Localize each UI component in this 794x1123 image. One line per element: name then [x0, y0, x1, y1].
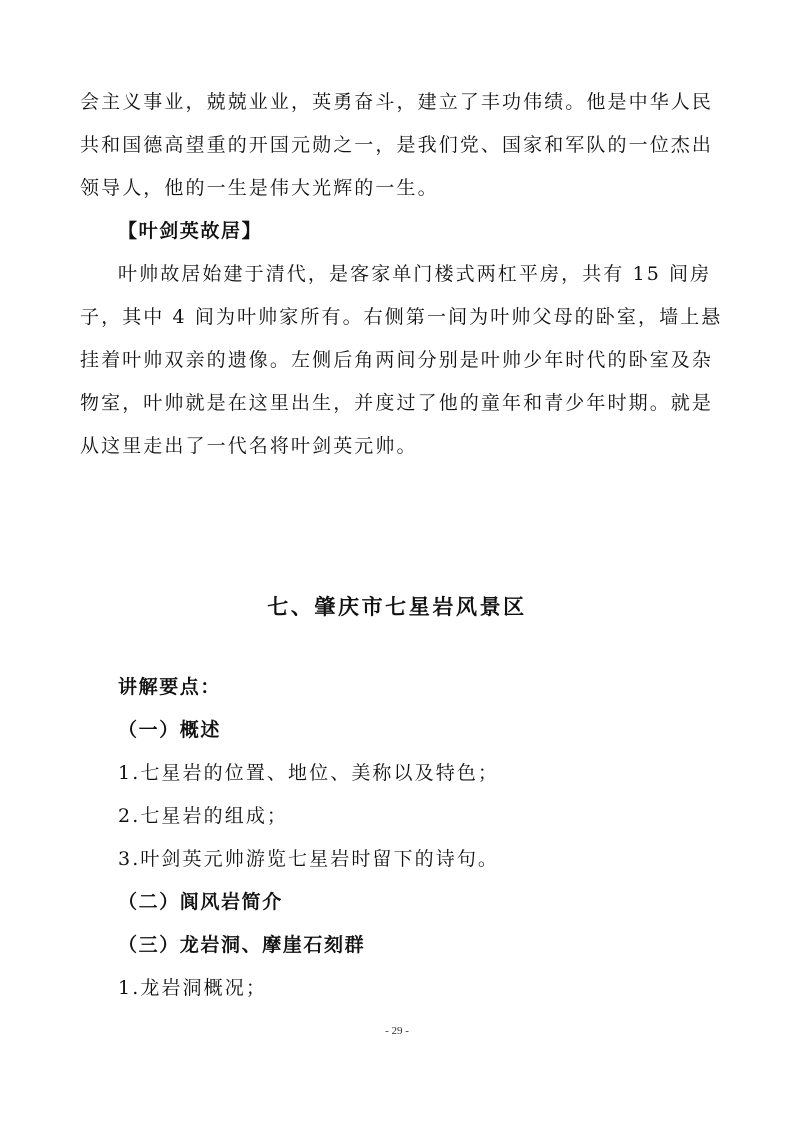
residence-heading: 【叶剑英故居】 — [118, 220, 263, 242]
outline-part3-heading: （三）龙岩洞、摩崖石刻群 — [118, 934, 366, 956]
intro-line-2: 共和国德高望重的开国元勋之一，是我们党、国家和军队的一位杰出 — [80, 134, 714, 156]
residence-line-2: 子，其中 4 间为叶帅家所有。右侧第一间为叶帅父母的卧室，墙上悬 — [80, 306, 723, 328]
page-number: - 29 - — [385, 1025, 409, 1037]
residence-line-5: 从这里走出了一代名将叶剑英元帅。 — [80, 435, 418, 457]
intro-line-3: 领导人，他的一生是伟大光辉的一生。 — [80, 177, 439, 199]
outline-part1-item-1: 1.七星岩的位置、地位、美称以及特色； — [118, 762, 500, 784]
residence-line-3: 挂着叶帅双亲的遗像。左侧后角两间分别是叶帅少年时代的卧室及杂 — [80, 349, 714, 371]
outline-part2-heading: （二）阆风岩简介 — [118, 891, 283, 913]
outline-part1-item-3: 3.叶剑英元帅游览七星岩时留下的诗句。 — [118, 848, 500, 870]
intro-line-1: 会主义事业，兢兢业业，英勇奋斗，建立了丰功伟绩。他是中华人民 — [80, 91, 714, 113]
key-points-heading: 讲解要点： — [118, 676, 222, 698]
residence-line-4: 物室，叶帅就是在这里出生，并度过了他的童年和青少年时期。就是 — [80, 392, 714, 414]
outline-part3-item-1: 1.龙岩洞概况； — [118, 977, 267, 999]
section-title: 七、肇庆市七星岩风景区 — [267, 595, 527, 619]
residence-line-1: 叶帅故居始建于清代，是客家单门楼式两杠平房，共有 15 间房 — [118, 263, 712, 285]
outline-part1-heading: （一）概述 — [118, 719, 222, 741]
outline-part1-item-2: 2.七星岩的组成； — [118, 805, 289, 827]
